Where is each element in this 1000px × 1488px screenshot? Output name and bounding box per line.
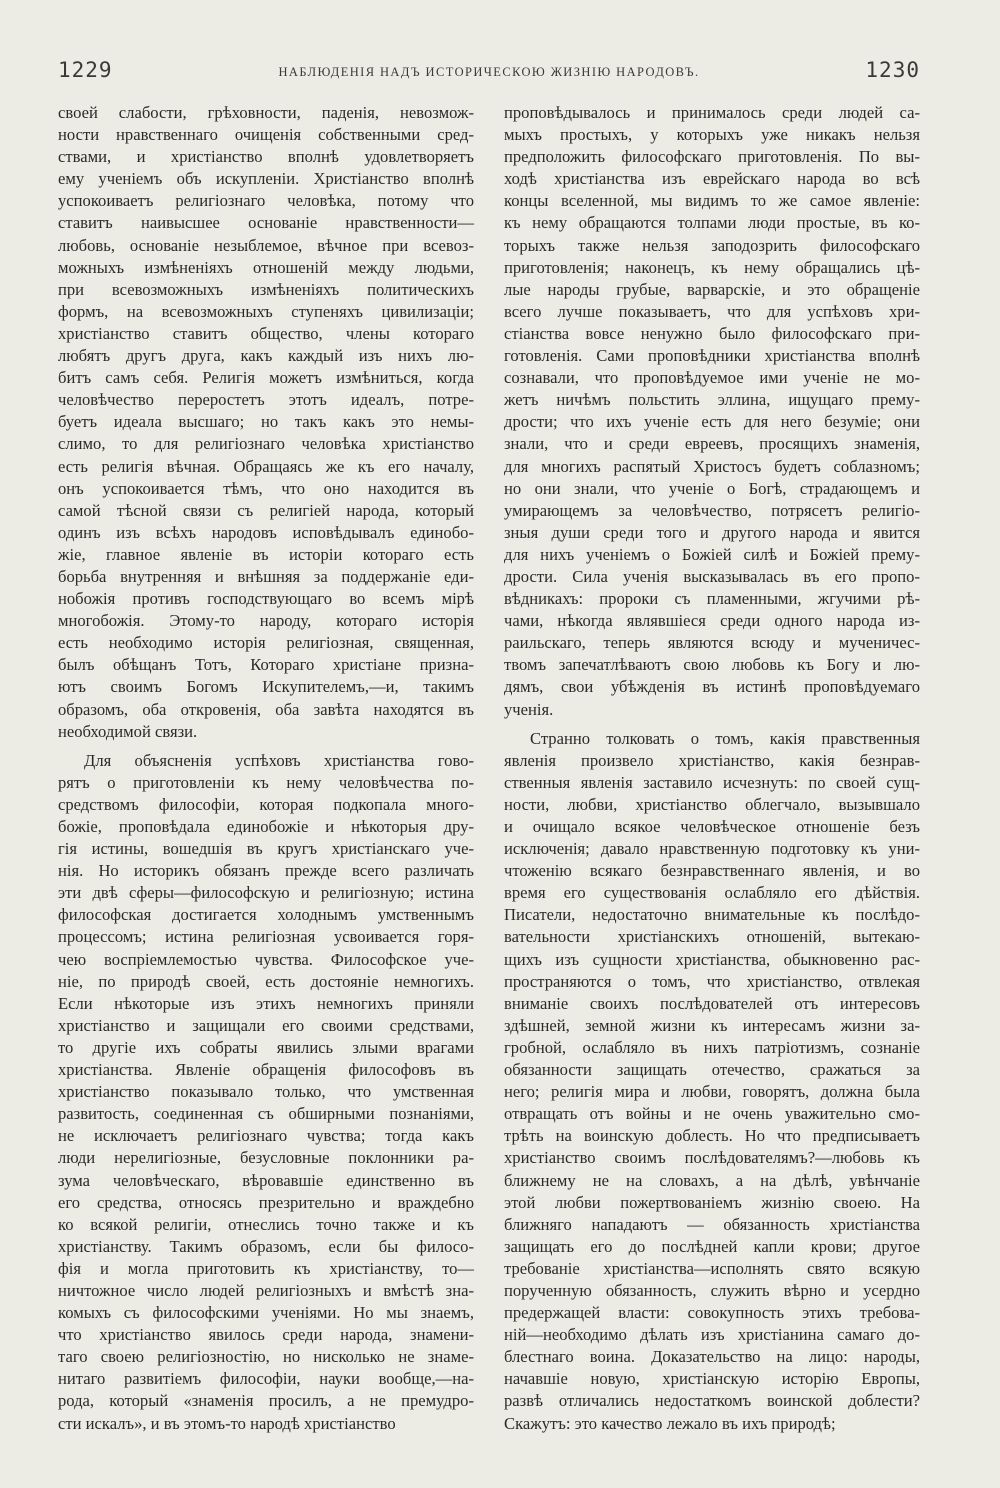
text-line: Странно толковать о томъ, какія правственныя [530, 728, 920, 748]
text-line: христіанство ставитъ общество, члены котораго [58, 323, 474, 343]
text-line: рода, который «знаменія просилъ, а не премудро- [58, 1391, 474, 1411]
text-line: всего лучше показываетъ, что для успѣховъ хри- [504, 301, 920, 321]
text-line: ности нравственнаго очищенія собственными сред- [58, 125, 474, 145]
text-line: формъ, на всевозможныхъ ступеняхъ цивилизаціи; [58, 301, 474, 321]
text-line: Писатели, недостаточно внимательные къ послѣдо- [504, 905, 920, 925]
text-line: приготовленія; наконецъ, къ нему обращались цѣ- [504, 257, 920, 277]
text-line: но они знали, что ученіе о Богѣ, страдающемъ и [504, 478, 920, 498]
page-header [58, 58, 920, 92]
text-line: при всевозможныхъ измѣненіяхъ политическихъ [58, 279, 474, 299]
text-line: и очищало всякое человѣческое отношеніе безъ [504, 817, 920, 836]
text-line: лые народы грубые, варварскіе, и это обращеніе [504, 279, 920, 299]
text-line: ему ученіемъ объ искупленіи. Христіанство вполнѣ [58, 169, 474, 189]
text-line: зныя души среди того и другого народа и явится [504, 522, 920, 542]
paragraph [504, 102, 920, 721]
text-line: ближняго нападаютъ — обязанность христіанства [504, 1214, 920, 1234]
text-line: таго своею религіозностію, но нисколько не знаме- [58, 1347, 474, 1367]
text-line: христіанству. Такимъ образомъ, если бы филосо- [58, 1236, 474, 1256]
text-line: есть религія вѣчная. Обращаясь же къ его началу, [58, 456, 474, 476]
text-line: есть необходимо исторія религіозная, священная, [58, 633, 474, 653]
text-line: жетъ ничѣмъ польстить эллина, ищущаго прему- [504, 390, 920, 410]
text-line: онъ успокоивается тѣмъ, что оно находится въ [58, 478, 474, 498]
paragraph [58, 102, 474, 743]
text-line: зума человѣческаго, вѣровавшіе единственно въ [58, 1170, 474, 1190]
text-line: чтоженію всякаго безнравственнаго явленія, и во [504, 861, 920, 881]
text-line: развитость, соединенная съ обширными познаніями, [58, 1104, 474, 1124]
text-line: былъ обѣщанъ Тотъ, Котораго христіане призна- [58, 655, 474, 675]
text-line: раильскаго, теперь являются всюду и мученичес- [504, 633, 920, 653]
text-line: блестнаго воина. Доказательство на лицо: народы, [504, 1347, 920, 1367]
text-line: процессомъ; истина религіозная усвоивается горя- [58, 927, 474, 947]
text-line: любятъ другъ друга, какъ каждый изъ нихъ лю- [58, 346, 474, 366]
text-line: для многихъ распятый Христосъ будетъ соблазномъ; [504, 456, 920, 476]
text-line: развѣ отличались недостаткомъ воинской доблести? [504, 1391, 920, 1411]
text-line: Для объясненія успѣховъ христіанства гово- [84, 750, 474, 770]
column-right [504, 102, 920, 1435]
text-line: битъ самъ себя. Религія можетъ измѣниться, когда [58, 368, 474, 388]
text-line: пространяются о томъ, что христіанство, отвлекая [504, 971, 920, 991]
text-line: ствами, и христіанство вполнѣ удовлетворяетъ [58, 147, 474, 167]
text-line: комыхъ съ философскими ученіями. Но мы знаемъ, [58, 1303, 474, 1323]
text-line: стіанства вовсе ненужно было философскаго при- [504, 323, 920, 343]
text-line: христіанства. Явленіе обращенія философовъ въ [58, 1060, 474, 1080]
text-line: концы вселенной, мы видимъ то же самое явленіе: [504, 191, 920, 211]
text-line: человѣчество переростетъ этотъ идеалъ, потре- [58, 390, 474, 410]
text-line: христіанство своимъ послѣдователямъ?—любовь къ [504, 1148, 920, 1168]
text-line: отвращать отъ войны и не очень уважительно смо- [504, 1104, 920, 1124]
text-line: одинъ изъ всѣхъ народовъ исповѣдывалъ единобо- [58, 522, 474, 542]
text-line: ственныя явленія заставило исчезнуть: по своей сущ- [504, 772, 920, 792]
text-line: сти искалъ», и въ этомъ-то народѣ христіанство [58, 1413, 396, 1433]
text-line: ходѣ христіанства изъ еврейскаго народа во всѣ [504, 169, 920, 189]
text-line: борьба внутренняя и внѣшняя за поддержаніе еди- [58, 566, 474, 586]
text-line: дрости. Сила ученія высказывалась въ его пропо- [504, 566, 920, 586]
paragraph [58, 750, 474, 1435]
text-line: Скажутъ: это качество лежало въ ихъ природѣ; [504, 1413, 836, 1433]
text-line: требованіе христіанства—исполнять свято всякую [504, 1258, 920, 1278]
text-line: люди нерелигіозные, безусловные поклонники ра- [58, 1148, 474, 1168]
running-title: НАБЛЮДЕНІЯ НАДЪ ИСТОРИЧЕСКОЮ ЖИЗНІЮ НАРОДОВЪ. [278, 65, 700, 79]
text-line: ближнему не на словахъ, а на дѣлѣ, увѣнчаніе [504, 1170, 920, 1190]
text-line: его средства, относясь презрительно и враждебно [58, 1192, 474, 1212]
text-line: сознавали, что проповѣдуемое ими ученіе не мо- [504, 368, 920, 388]
text-line: порученную обязанность, служить вѣрно и усердно [504, 1280, 920, 1300]
text-line: для нихъ ученіемъ о Божіей силѣ и Божіей прему- [504, 544, 920, 564]
text-line: ютъ своимъ Богомъ Искупителемъ,—и, такимъ [58, 677, 474, 697]
text-line: любовь, основаніе незыблемое, вѣчное при всевоз- [58, 235, 474, 255]
text-line: нія. Но историкъ обязанъ прежде всего различать [58, 861, 474, 881]
text-line: рятъ о приготовленіи къ нему человѣчества по- [58, 772, 474, 792]
text-line: образомъ, оба откровенія, оба завѣта находятся въ [58, 699, 474, 719]
text-line: ности, любви, христіанство облегчало, вызывшало [504, 794, 920, 814]
text-line: предержащей власти: совокупность этихъ требова- [504, 1303, 920, 1323]
text-line: своей слабости, грѣховности, паденія, невозмож- [58, 103, 474, 122]
text-line: вательности христіанскихъ отношеній, вытекаю- [504, 927, 920, 947]
text-line: предположить философскаго приготовленія. По вы- [504, 147, 920, 167]
text-line: дрости; что ихъ ученіе есть для него безуміе; они [504, 412, 920, 432]
text-line: ничтожное число людей религіозныхъ и вмѣстѣ зна- [58, 1280, 474, 1300]
text-line: готовленія. Сами проповѣдники христіанства вполнѣ [504, 346, 920, 366]
text-line: фія и могла приготовить къ христіанству, то— [58, 1258, 474, 1278]
text-line: христіанство показывало только, что умственная [58, 1082, 474, 1102]
text-line: дямъ, свои убѣжденія въ истинѣ проповѣдуемаго [504, 677, 920, 697]
text-line: защищать его до послѣдней капли крови; другое [504, 1236, 920, 1256]
text-line: гія истины, вошедшія въ кругъ христіанскаго уче- [58, 839, 474, 859]
page-number-left: 1229 [58, 58, 113, 82]
text-line: торыхъ также нельзя заподозрить философскаго [504, 235, 920, 255]
text-line: трѣть на воинскую доблесть. Но что предписываетъ [504, 1126, 920, 1146]
text-line: щихъ изъ сущности христіанства, обыкновенно рас- [504, 949, 920, 969]
text-line: умирающемъ за человѣчество, потрясетъ религіо- [504, 500, 920, 520]
text-line: что христіанство явилось среди народа, знамени- [58, 1325, 474, 1345]
text-line: ніе, по природѣ своей, есть достояніе немногихъ. [58, 971, 474, 991]
text-line: можныхъ измѣненіяхъ отношеній между людьми, [58, 257, 474, 277]
text-line: жіе, главное явленіе въ исторіи котораго есть [58, 544, 474, 564]
text-line: не исключаетъ религіознаго чувства; тогда какъ [58, 1126, 474, 1146]
paragraph [504, 728, 920, 1435]
text-line: нитаго развитіемъ философіи, науки вообще,—на- [58, 1369, 474, 1389]
text-line: божіе, проповѣдала единобожіе и нѣкоторыя дру- [58, 817, 474, 836]
text-line: начавшіе новую, христіанскую исторію Европы, [504, 1369, 920, 1389]
text-line: эти двѣ сферы—философскую и религіозную; истина [58, 883, 474, 903]
text-line: вниманіе своихъ послѣдователей отъ интересовъ [504, 993, 920, 1013]
text-line: Если нѣкоторые изъ этихъ немногихъ приняли [58, 993, 474, 1013]
text-line: знали, что и среди евреевъ, просящихъ знаменія, [504, 434, 920, 454]
text-line: чами, нѣкогда являвшіеся среди одного народа из- [504, 611, 920, 631]
text-line: христіанство и защищали его своими средствами, [58, 1015, 474, 1035]
text-line: обязанности защищать отечество, сражаться за [504, 1060, 920, 1080]
text-line: необходимой связи. [58, 721, 198, 741]
text-line: слимо, то для религіознаго человѣка христіанство [58, 434, 474, 454]
text-line: средствомъ философіи, которая подкопала много- [58, 794, 474, 814]
text-line: самой тѣсной связи съ религіей народа, который [58, 500, 474, 520]
page-number-right: 1230 [865, 58, 920, 82]
text-line: философская достигается холоднымъ умственнымъ [58, 905, 474, 925]
text-line: твомъ запечатлѣваютъ свою любовь къ Богу и лю- [504, 655, 920, 675]
text-line: многобожія. Этому-то народу, котораго исторія [58, 611, 474, 631]
text-line: ученія. [504, 699, 554, 719]
text-line: чею воспріемлемостью чувства. Философское уче- [58, 949, 474, 969]
text-line: него; религія мира и любви, говорятъ, должна была [504, 1082, 920, 1102]
column-left [58, 102, 474, 1435]
text-columns [58, 102, 920, 1435]
text-line: мыхъ простыхъ, у которыхъ уже никакъ нельзя [504, 125, 920, 145]
text-line: ко всякой религіи, отнеслись точно также и къ [58, 1214, 474, 1234]
text-line: исключенія; давало нравственную подготовку къ уни- [504, 839, 920, 859]
text-line: нобожія противъ господствующаго во всемъ мірѣ [58, 589, 474, 609]
text-line: къ нему обращаются толпами люди простые, въ ко- [504, 213, 920, 233]
text-line: явленія произвело христіанство, какія безнрав- [504, 750, 920, 770]
text-line: вѣдникахъ: пророки съ пламенными, жгучими рѣ- [504, 589, 920, 609]
text-line: проповѣдывалось и принималось среди людей са- [504, 103, 920, 122]
text-line: то другіе ихъ собраты явились злыми врагами [58, 1037, 474, 1057]
text-line: этой любви пожертвованіемъ жизнію своею. На [504, 1192, 920, 1212]
text-line: успокоиваетъ религіознаго человѣка, потому что [58, 191, 474, 211]
text-line: буетъ идеала высшаго; но такъ какъ это немы- [58, 412, 474, 432]
text-line: время его существованія ослабляло его дѣйствія. [504, 883, 920, 903]
text-line: ній—необходимо дѣлать изъ христіанина самаго до- [504, 1325, 920, 1345]
text-line: здѣшней, земной жизни къ интересамъ жизни за- [504, 1015, 920, 1035]
text-line: ставитъ наивысшее основаніе нравственности— [58, 213, 474, 233]
text-line: гробной, ослабляло въ нихъ патріотизмъ, сознаніе [504, 1037, 920, 1057]
